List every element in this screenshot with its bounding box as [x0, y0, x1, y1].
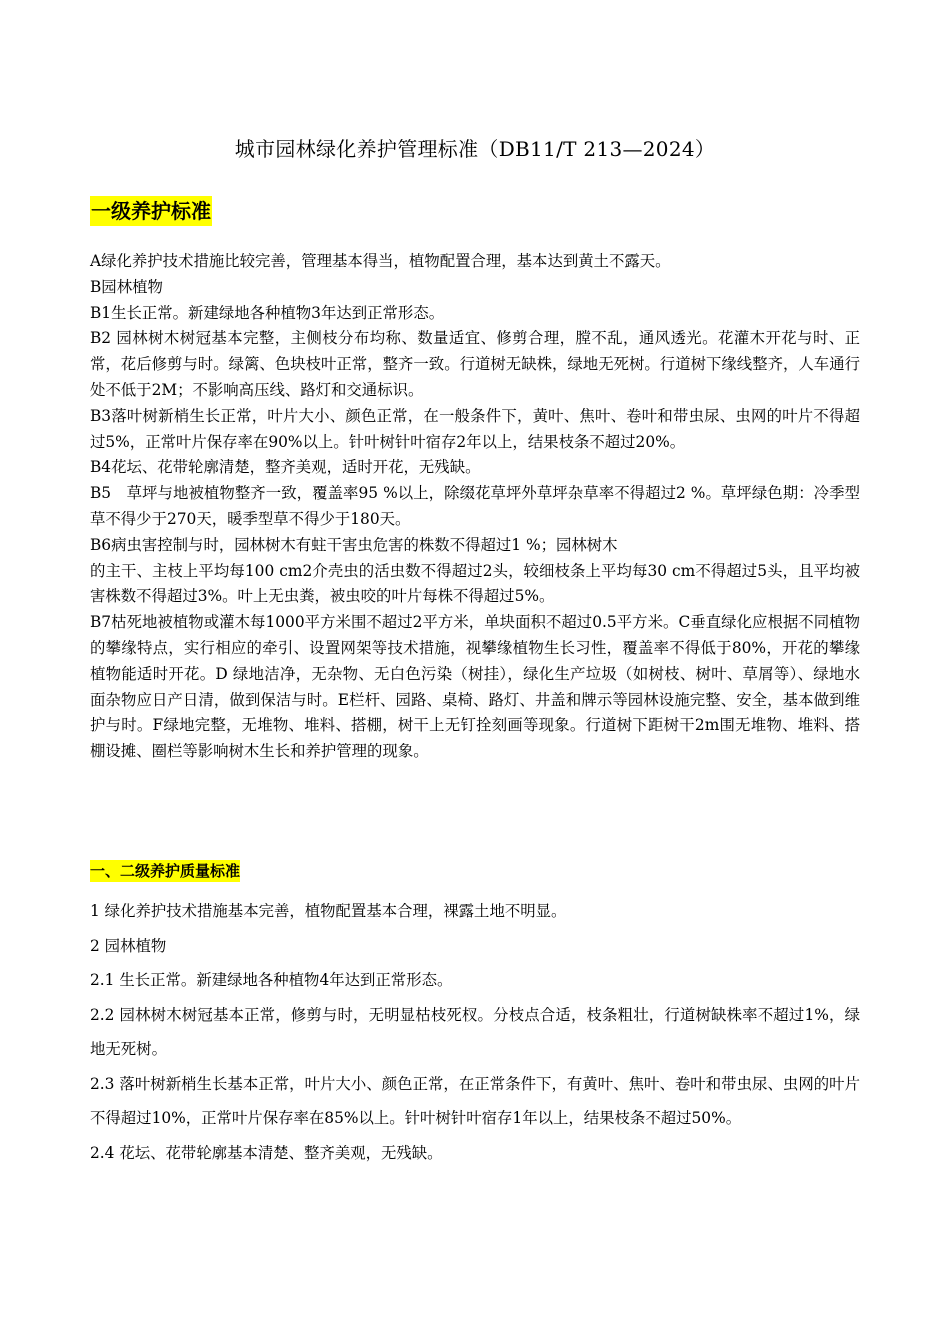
paragraph-2-4: 2.4 花坛、花带轮廓基本清楚、整齐美观，无残缺。 — [90, 1143, 443, 1162]
section-heading-level2: 一、二级养护质量标准 — [90, 862, 241, 880]
paragraph-b1: B1生长正常。新建绿地各种植物3年达到正常形态。 — [90, 303, 445, 322]
paragraph-b2: B2 园林树木树冠基本完整，主侧枝分布均称、数量适宜、修剪合理，膛不乱，通风透光。花灌木开花与时、正常，花后修剪与时。绿篱、色块枝叶正常，整齐一致。行道树无缺株，绿地无死树。行道树下缘线整齐，人车通行处不低于2M；不影响高压线、路灯和交通标识。 — [90, 329, 860, 399]
paragraph-b5: B5 草坪与地被植物整齐一致，覆盖率95 %以上，除缀花草坪外草坪杂草率不得超过2 %。草坪绿色期：冷季型草不得少于270天，暖季型草不得少于180天。 — [90, 484, 860, 528]
section-level1-body — [90, 249, 860, 765]
paragraph-2-3: 2.3 落叶树新梢生长基本正常，叶片大小、颜色正常，在正常条件下，有黄叶、焦叶、卷叶和带虫尿、虫网的叶片不得超过10%，正常叶片保存率在85%以上。针叶树针叶宿存1年以上，结果枝条不超过50%。 — [90, 1074, 860, 1127]
paragraph-2-2: 2.2 园林树木树冠基本正常，修剪与时，无明显枯枝死杈。分枝点合适，枝条粗壮，行道树缺株率不超过1%，绿地无死树。 — [90, 1005, 860, 1058]
document-title: 城市园林绿化养护管理标准（DB11/T 213—2024） — [234, 137, 716, 161]
paragraph-b6: B6病虫害控制与时，园林树木有蛀干害虫危害的株数不得超过1 %；园林树木 — [90, 535, 618, 554]
paragraph-b4: B4花坛、花带轮廓清楚，整齐美观，适时开花，无残缺。 — [90, 458, 481, 477]
paragraph-b3: B3落叶树新梢生长正常，叶片大小、颜色正常，在一般条件下，黄叶、焦叶、卷叶和带虫尿、虫网的叶片不得超过5%，正常叶片保存率在90%以上。针叶树针叶宿存2年以上，结果枝条不超过20%。 — [90, 406, 860, 451]
paragraph-b7: B7枯死地被植物或灌木每1000平方米围不超过2平方米，单块面积不超过0.5平方米。C垂直绿化应根据不同植物的攀缘特点，实行相应的牵引、设置网架等技术措施，视攀缘植物生长习性，覆盖率不得低于80%，开花的攀缘植物能适时开花。D 绿地洁净，无杂物、无白色污染（树挂），绿化生产垃圾（如树枝、树叶、草屑等）、绿地水面杂物应日产日清，做到保洁与时。E栏杆、园路、桌椅、路灯、井盖和牌示等园林设施完整、安全，基本做到维护与时。F绿地完整，无堆物、堆料、搭棚，树干上无钉拴刻画等现象。行道树下距树干2m围无堆物、堆料、搭棚设摊、圈栏等影响树木生长和养护管理的现象。 — [90, 613, 860, 761]
paragraph-a: A绿化养护技术措施比较完善，管理基本得当，植物配置合理，基本达到黄土不露天。 — [90, 252, 671, 270]
paragraph-1: 1 绿化养护技术措施基本完善，植物配置基本合理，裸露土地不明显。 — [90, 902, 567, 920]
section-level2-body — [90, 894, 860, 1170]
paragraph-2-1: 2.1 生长正常。新建绿地各种植物4年达到正常形态。 — [90, 971, 453, 989]
section-heading-level1: 一级养护标准 — [90, 196, 212, 226]
paragraph-2: 2 园林植物 — [90, 936, 167, 955]
paragraph-b6-continued: 的主干、主枝上平均每100 cm2介壳虫的活虫数不得超过2头，较细枝条上平均每30 cm不得超过5头，且平均被害株数不得超过3%。叶上无虫粪，被虫咬的叶片每株不得超过5%。 — [90, 561, 860, 606]
paragraph-b: B园林植物 — [90, 277, 163, 296]
